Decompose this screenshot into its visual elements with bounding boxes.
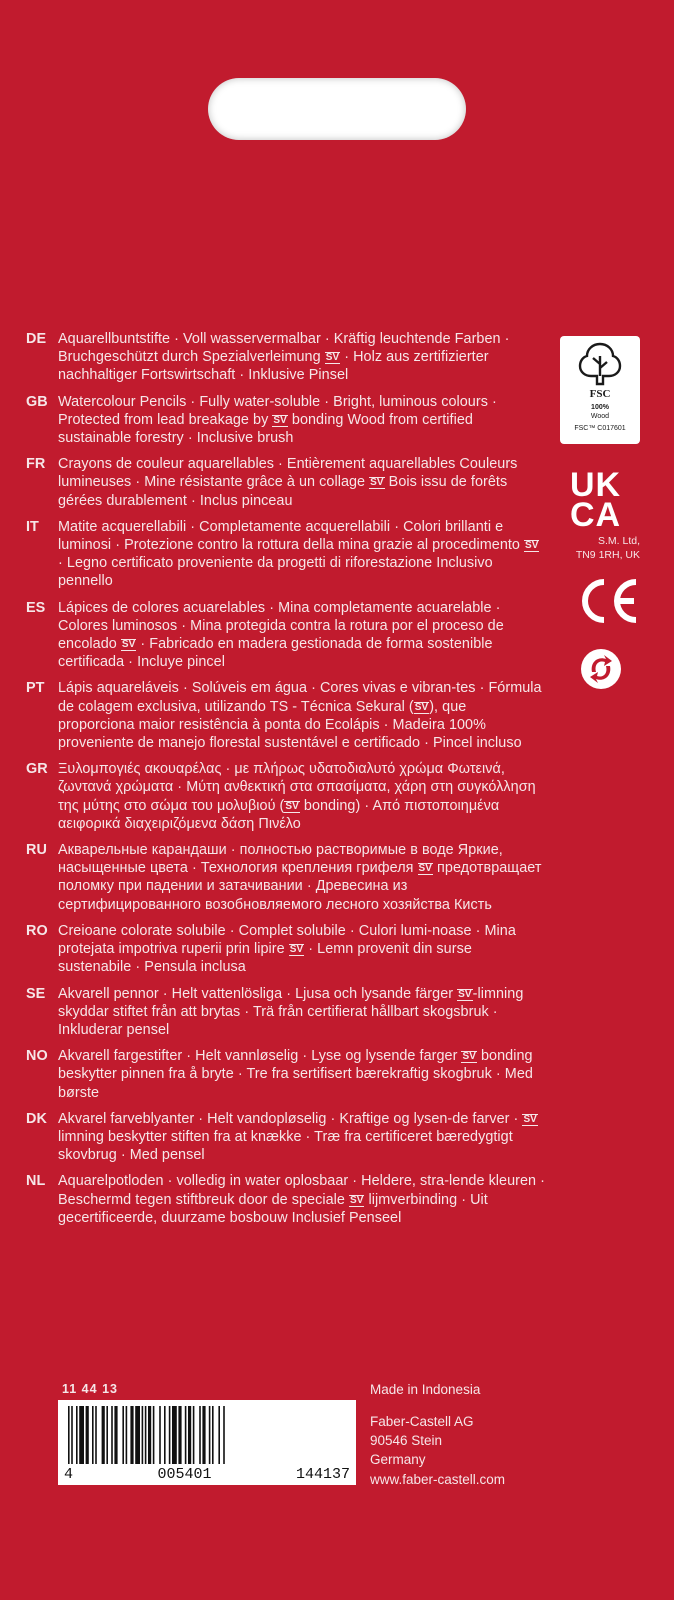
- barcode-bar: [202, 1406, 205, 1464]
- barcode-bar: [92, 1406, 94, 1464]
- barcode-bar: [169, 1406, 171, 1464]
- address-line: Germany: [370, 1452, 426, 1468]
- lang-text: Ξυλομπογιές ακουαρέλας · με πλήρως υδατοδιαλυτό χρώμα Φωτεινά, ζωντανά χρώματα · Μύτη ανθεκτική στα σπασίματα, χάρη στη συγκόλληση της μύτης στο σώμα του μολυβιού (SV bonding) · Από πιστοποιημένα αειφορικά διαχειριζόμενα δάση Πινέλο: [58, 761, 536, 832]
- barcode-bar: [153, 1406, 155, 1464]
- lang-text: Akvarell pennor · Helt vattenlösliga · Ljusa och lysande färger SV-limning skyddar stiftet från att brytas · Trä från certifierat hållbart skogsbruk · Inkluderar pensel: [58, 985, 524, 1038]
- barcode-bar: [212, 1406, 214, 1464]
- company-address: [370, 1412, 505, 1489]
- barcode-bar: [76, 1406, 78, 1464]
- barcode-bar: [178, 1406, 181, 1464]
- barcode-bar: [148, 1406, 151, 1464]
- barcode-bar: [223, 1406, 225, 1464]
- barcode-bar: [86, 1406, 89, 1464]
- lang-code: DE: [26, 331, 47, 347]
- lang-ru: [26, 841, 546, 914]
- fsc-percent: 100%: [591, 404, 609, 411]
- sv-mark: SV: [370, 477, 384, 489]
- lang-code: RU: [26, 842, 47, 859]
- sv-mark: SV: [525, 540, 539, 552]
- barcode-bar: [159, 1406, 161, 1464]
- lang-code: SE: [26, 985, 46, 1002]
- barcode-bar: [218, 1406, 220, 1464]
- sv-mark: SV: [349, 1194, 364, 1206]
- lang-text: Creioane colorate solubile · Complet solubile · Culori lumi-noase · Mina protejata impotriva ruperii prin lipire SV · Lemn provenit din surse sustenabile · Pensula inclusa: [58, 922, 516, 976]
- sv-mark: SV: [418, 863, 432, 875]
- lang-code: IT: [26, 518, 39, 535]
- barcode-digits-left: 005401: [157, 1466, 212, 1483]
- address-line: Faber-Castell AG: [370, 1414, 474, 1429]
- barcode-bar: [193, 1406, 195, 1464]
- barcode-bar: [142, 1406, 144, 1464]
- barcode-bar: [114, 1406, 117, 1464]
- lang-pt: [26, 679, 546, 752]
- barcode-bar: [122, 1406, 124, 1464]
- lang-code: PT: [26, 680, 45, 697]
- green-dot-recycle-icon: [580, 648, 622, 690]
- lang-text: Lápis aquareláveis · Solúveis em água · Cores vivas e vibran-tes · Fórmula de colagem exclusiva, utilizando TS - Técnica Sekural (SV), que proporciona maior resistência à ponta do Ecolápis · Madeira 100% proveniente de manejo florestal sustentável e certificado · Pincel incluso: [58, 680, 542, 752]
- sv-mark: SV: [325, 352, 340, 364]
- lang-text: Akvarel farveblyanter · Helt vandopløselig · Kraftige og lysen-de farver · SV limning beskytter stiften fra at knække · Træ fra certificeret bæredygtigt skovbrug · Med pensel: [58, 1110, 537, 1164]
- lang-code: ES: [26, 599, 46, 616]
- barcode-bar: [199, 1406, 201, 1464]
- barcode-bar: [102, 1406, 105, 1464]
- ukca-caption-line2: TN9 1RH, UK: [575, 549, 640, 561]
- lang-se: [26, 985, 546, 1040]
- lang-gb: [26, 393, 546, 448]
- barcode-bar: [106, 1406, 108, 1464]
- fsc-material: Wood: [590, 413, 610, 420]
- lang-code: GR: [26, 761, 48, 778]
- barcode-bar: [172, 1406, 177, 1464]
- fsc-logo: [560, 336, 640, 444]
- sv-mark: SV: [523, 1113, 537, 1125]
- sv-mark: SV: [462, 1051, 476, 1063]
- lang-text: Akvarell fargestifter · Helt vannløselig · Lyse og lysende farger SV bonding beskytter pinnen fra å bryte · Tre fra sertifisert bærekraftig skogbruk · Med børste: [58, 1048, 533, 1101]
- address-line: www.faber-castell.com: [370, 1471, 506, 1487]
- lang-code: RO: [26, 922, 48, 939]
- lang-ro: [26, 922, 546, 977]
- ukca-caption: [544, 534, 640, 562]
- barcode-bar: [79, 1406, 84, 1464]
- lang-no: [26, 1047, 546, 1102]
- sv-mark: SV: [289, 944, 304, 956]
- address-line: 90546 Stein: [370, 1433, 443, 1449]
- sv-mark: SV: [121, 639, 136, 651]
- barcode-bar: [145, 1406, 147, 1464]
- ean-barcode: [58, 1400, 356, 1485]
- lang-es: [26, 599, 546, 672]
- lang-text: Crayons de couleur aquarellables · Entièrement aquarellables Couleurs lumineuses · Mine résistante grâce à un collage SV Bois issu de forêts gérées durablement · Inclus pinceau: [58, 456, 518, 509]
- lang-it: [26, 518, 546, 591]
- fsc-tree-icon: [577, 342, 623, 386]
- lang-text: Aquarellbuntstifte · Voll wasservermalbar · Kräftig leuchtende Farben · Bruchgeschützt durch Spezialverleimung SV · Holz aus zertifizierter nachhaltiger Fortswirtschaft · Inklusive Pinsel: [58, 331, 510, 384]
- ukca-line2: CA: [570, 496, 622, 534]
- lang-gr: [26, 760, 546, 833]
- lang-nl: [26, 1172, 546, 1227]
- sv-mark: SV: [273, 414, 287, 426]
- lang-text: Matite acquerellabili · Completamente acquerellabili · Colori brillanti e luminosi · Protezione contro la rottura della mina grazie al procedimento SV · Legno certificato proveniente da progetti di riforestazione Inclusivo pennello: [58, 518, 539, 590]
- lang-text: Lápices de colores acuarelables · Mina completamente acuarelable · Colores luminosos · Mina protegida contra la rotura por el proceso de encolado SV · Fabricado en madera gestionada de forma sostenible certificada · Incluye pincel: [58, 599, 504, 671]
- barcode-bar: [209, 1406, 211, 1464]
- barcode-digits-right: 144137: [295, 1466, 350, 1483]
- sv-mark: SV: [458, 988, 472, 1000]
- article-number: 11 44 13: [62, 1382, 118, 1396]
- barcode-bar: [164, 1406, 166, 1464]
- barcode-bar: [135, 1406, 140, 1464]
- language-descriptions: [26, 330, 546, 1235]
- lang-text: Aquarelpotloden · volledig in water oplosbaar · Heldere, stra-lende kleuren · Beschermd tegen stiftbreuk door de speciale SV lijmverbinding · Uit gecertificeerde, duurzame bosbouw Inclusief Penseel: [58, 1173, 546, 1226]
- fsc-name: FSC: [589, 388, 611, 400]
- ukca-mark: [570, 466, 640, 534]
- barcode-digit-prefix: 4: [64, 1466, 74, 1483]
- lang-de: [26, 330, 546, 385]
- lang-text: Watercolour Pencils · Fully water-soluble · Bright, luminous colours · Protected from lead breakage by SV bonding Wood from certified sustainable forestry · Inclusive brush: [58, 393, 497, 447]
- ukca-caption-line1: S.M. Ltd,: [597, 535, 640, 547]
- lang-code: NL: [26, 1173, 46, 1190]
- lang-code: DK: [26, 1110, 47, 1127]
- barcode-bars-icon: [66, 1406, 348, 1464]
- sv-mark: SV: [285, 800, 299, 812]
- barcode-bar: [95, 1406, 97, 1464]
- barcode-bar: [126, 1406, 128, 1464]
- barcode-bar: [188, 1406, 191, 1464]
- made-in: Made in Indonesia: [370, 1382, 481, 1397]
- barcode-bar: [71, 1406, 73, 1464]
- barcode-digits: [64, 1466, 350, 1483]
- barcode-bar: [111, 1406, 113, 1464]
- ukca-line1: UK: [570, 466, 622, 504]
- barcode-bar: [185, 1406, 187, 1464]
- barcode-bar: [68, 1406, 70, 1464]
- hang-hole: [208, 78, 466, 140]
- lang-code: GB: [26, 393, 48, 410]
- ce-mark-icon: [576, 576, 640, 626]
- lang-fr: [26, 455, 546, 510]
- sv-mark: SV: [414, 701, 429, 713]
- lang-text: Акварельные карандаши · полностью растворимые в воде Яркие, насыщенные цвета · Технология крепления грифеля SV предотвращает поломку при падении и затачивании · Древесина из сертифицированного возобновляемого лесного хозяйства Кисть: [58, 842, 542, 913]
- barcode-bar: [130, 1406, 133, 1464]
- lang-dk: [26, 1110, 546, 1165]
- lang-code: FR: [26, 456, 46, 473]
- lang-code: NO: [26, 1048, 48, 1065]
- fsc-code: FSC™ C017601: [574, 425, 626, 432]
